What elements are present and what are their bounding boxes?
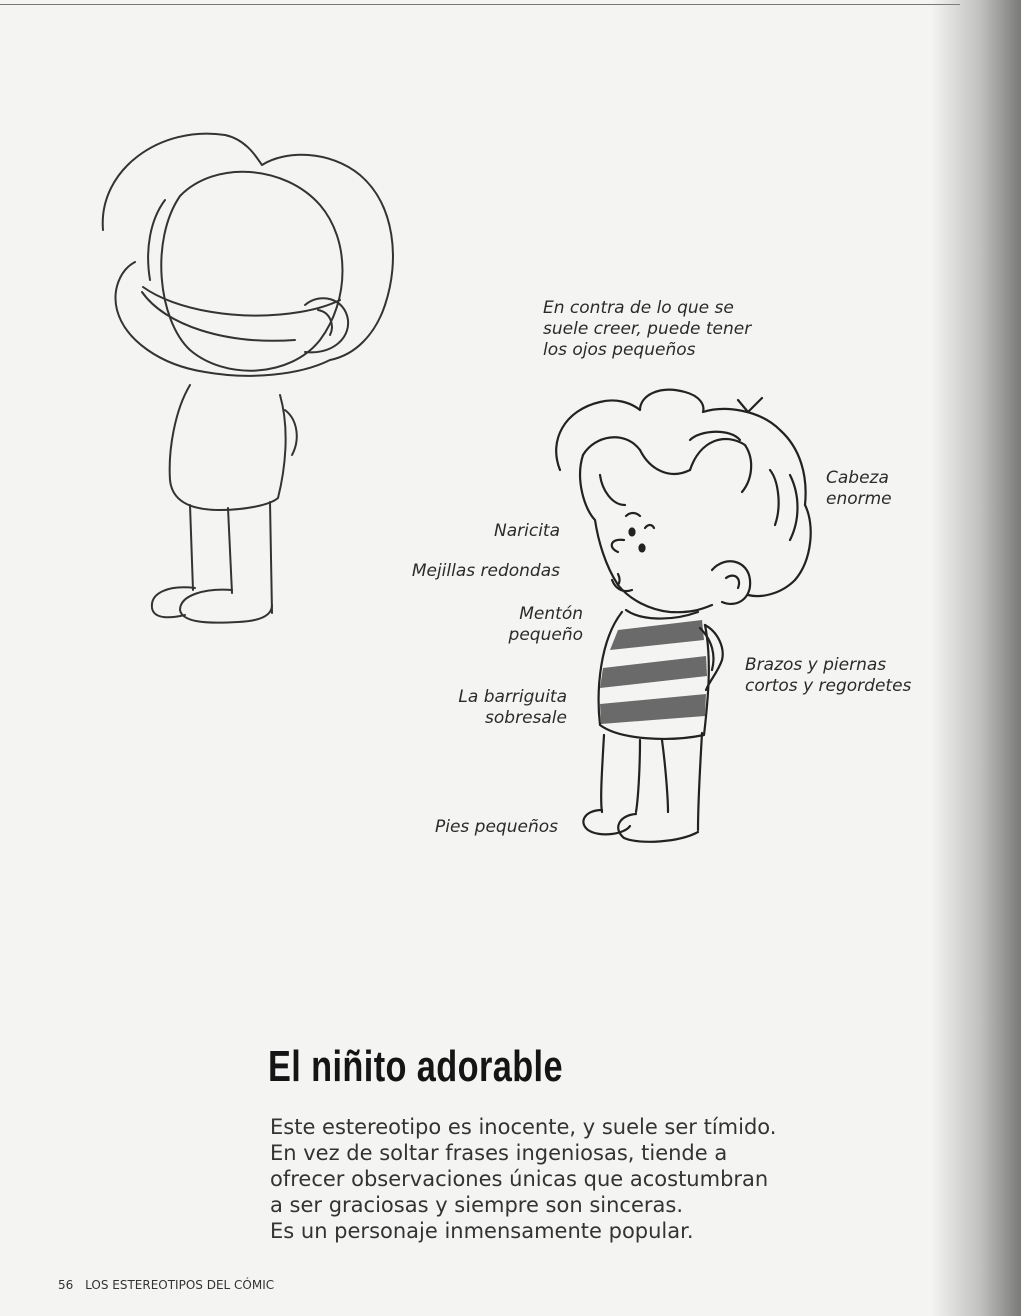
annotation-limbs (745, 655, 911, 697)
book-title: LOS ESTEREOTIPOS DEL CÓMIC (85, 1278, 275, 1292)
annotation-chin-line-1: Mentón (519, 604, 583, 624)
annotation-belly-line-2: sobresale (485, 708, 567, 728)
paragraph-line-3: ofrecer observaciones únicas que acostumbran (270, 1167, 769, 1191)
annotation-chin (480, 604, 583, 646)
section-title: El niñito adorable (268, 1042, 563, 1091)
annotation-eyes-line-3: los ojos pequeños (543, 340, 696, 360)
annotation-eyes-line-2: suele creer, puede tener (543, 319, 752, 339)
annotation-belly-line-1: La barriguita (458, 687, 567, 707)
annotation-head-line-1: Cabeza (826, 468, 889, 488)
annotation-nose: Naricita (494, 521, 560, 541)
section-paragraph (270, 1114, 910, 1244)
annotation-limbs-line-2: cortos y regordetes (745, 676, 912, 696)
annotation-head (826, 468, 892, 510)
page-footer (58, 1278, 274, 1292)
annotation-eyes (543, 298, 751, 361)
annotation-cheeks: Mejillas redondas (411, 561, 560, 581)
annotation-head-line-2: enorme (826, 489, 892, 509)
annotation-limbs-line-1: Brazos y piernas (745, 655, 887, 675)
paragraph-line-2: En vez de soltar frases ingeniosas, tiende a (270, 1141, 728, 1165)
annotation-belly (440, 687, 567, 729)
paragraph-line-1: Este estereotipo es inocente, y suele ser tímido. (270, 1115, 777, 1139)
paragraph-line-4: a ser graciosas y siempre son sinceras. (270, 1193, 683, 1217)
annotation-chin-line-2: pequeño (508, 625, 583, 645)
paragraph-line-5: Es un personaje inmensamente popular. (270, 1219, 694, 1243)
page-number: 56 (58, 1278, 74, 1292)
annotation-feet: Pies pequeños (434, 817, 558, 837)
annotation-eyes-line-1: En contra de lo que se (543, 298, 734, 318)
